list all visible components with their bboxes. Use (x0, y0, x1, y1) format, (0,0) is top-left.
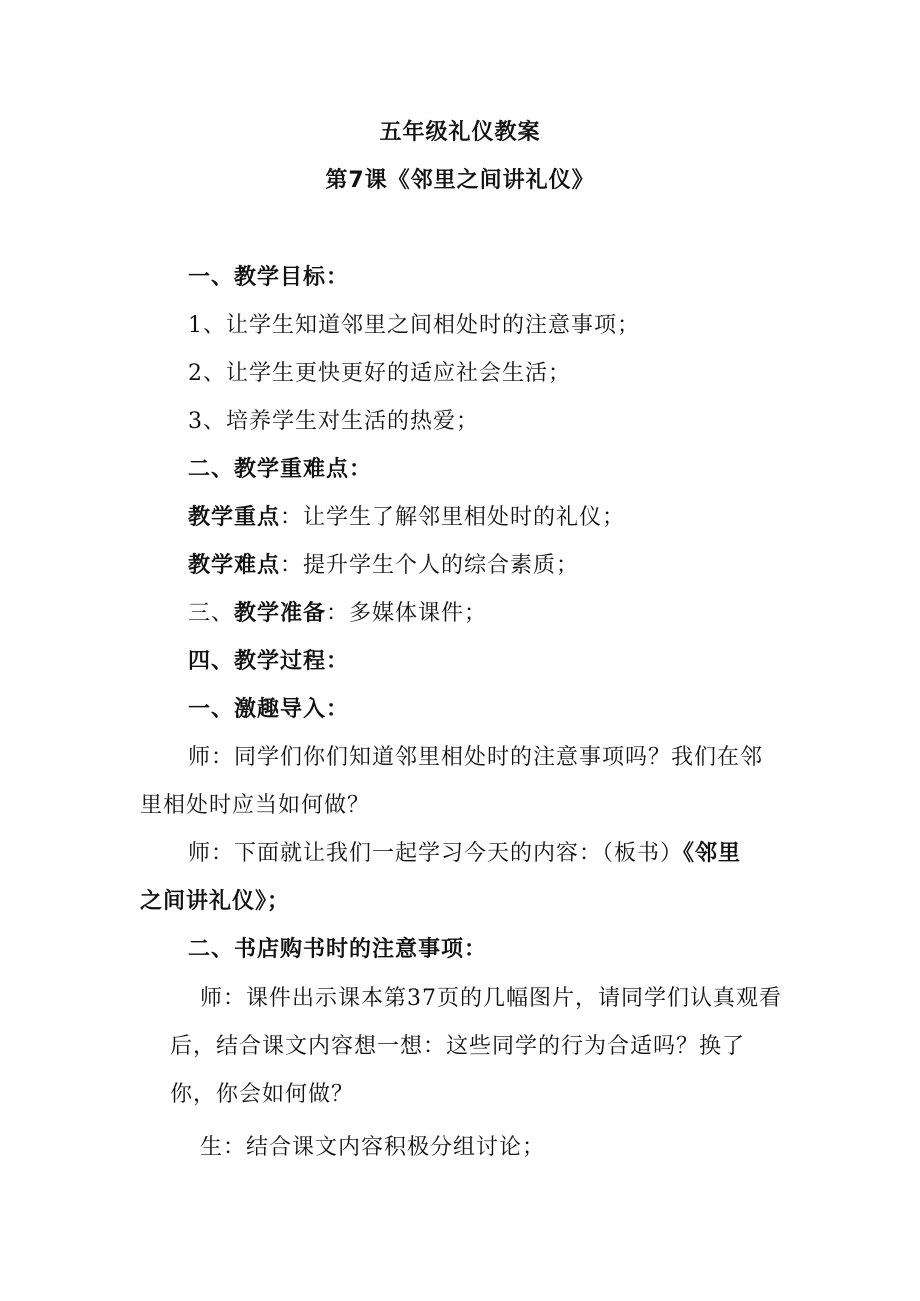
key-point-paragraph (188, 503, 625, 533)
teacher-paragraph-3-line-1: 师：课件出示课本第37页的几幅图片，请同学们认真观看 (200, 986, 782, 1011)
section-heading-key-points: 二、教学重难点： (188, 457, 373, 482)
goal-item-3: 3、培养学生对生活的热爱； (188, 409, 479, 434)
step-heading-intro: 一、激趣导入： (188, 697, 350, 722)
document-subtitle: 第7课《邻里之间讲礼仪》 (325, 168, 595, 193)
teacher-paragraph-1-line-2: 里相处时应当如何做？ (140, 793, 371, 818)
teacher-paragraph-2-line-2: 之间讲礼仪》； (140, 889, 291, 914)
section-heading-process: 四、教学过程： (188, 649, 350, 674)
teacher-paragraph-1-line-1: 师：同学们你们知道邻里相处时的注意事项吗？我们在邻 (188, 745, 764, 770)
teacher-paragraph-3-line-2: 后，结合课文内容想一想：这些同学的行为合适吗？换了 (170, 1034, 746, 1059)
key-point-text: ：让学生了解邻里相处时的礼仪； (280, 505, 626, 530)
teacher-paragraph-2-bold: 《邻里 (683, 841, 742, 866)
teacher-paragraph-2-line-1 (188, 839, 741, 869)
difficulty-paragraph (188, 551, 579, 581)
teacher-paragraph-2-plain: 师：下面就让我们一起学习今天的内容：（板书） (188, 841, 684, 866)
step-heading-bookstore: 二、书店购书时的注意事项： (188, 937, 488, 962)
document-title: 五年级礼仪教案 (379, 120, 541, 145)
student-paragraph: 生：结合课文内容积极分组讨论； (200, 1135, 546, 1160)
key-point-label: 教学重点 (188, 505, 281, 530)
goal-item-2: 2、让学生更快更好的适应社会生活； (188, 361, 571, 386)
difficulty-text: ：提升学生个人的综合素质； (280, 553, 580, 578)
preparation-label: 教学准备 (234, 601, 327, 626)
teacher-paragraph-3-line-3: 你，你会如何做？ (170, 1082, 355, 1107)
goal-item-1: 1、让学生知道邻里之间相处时的注意事项； (188, 313, 640, 338)
difficulty-label: 教学难点 (188, 553, 281, 578)
section-heading-goals: 一、教学目标： (188, 265, 350, 290)
preparation-text: ：多媒体课件； (326, 601, 488, 626)
preparation-paragraph (188, 599, 487, 629)
preparation-prefix: 三、 (188, 601, 235, 626)
